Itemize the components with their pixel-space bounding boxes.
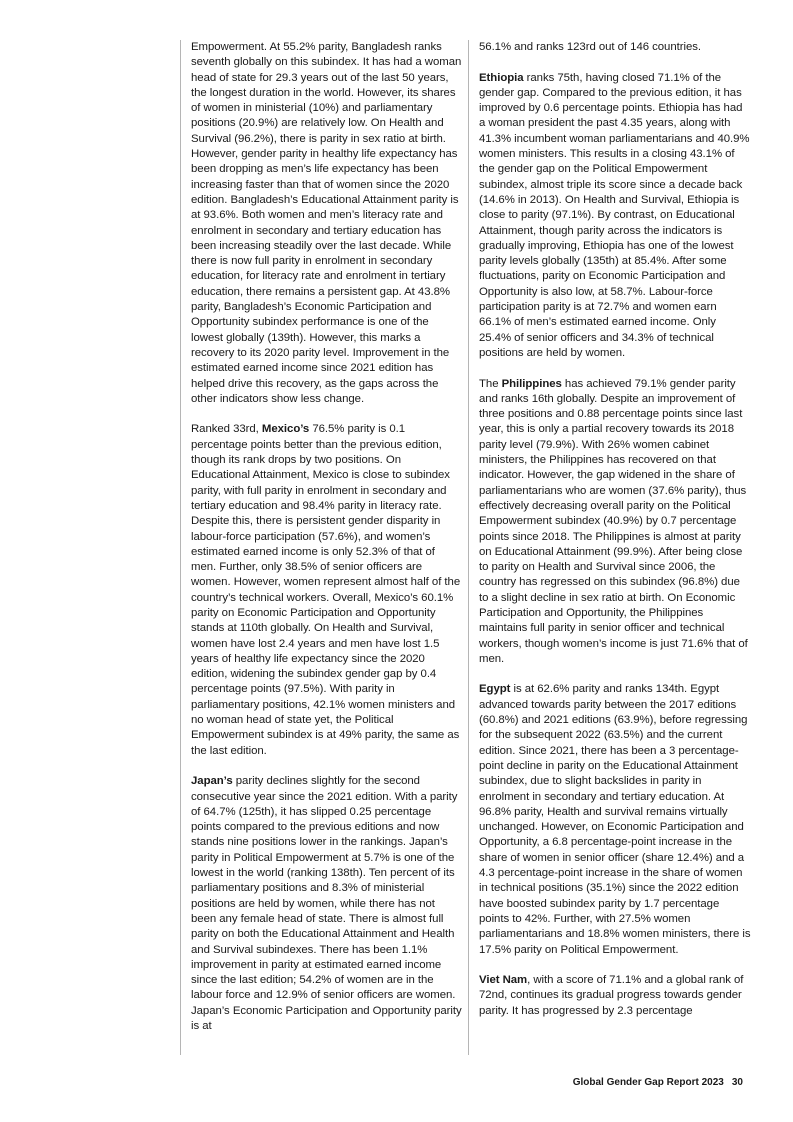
paragraph-text: , with a score of 71.1% and a global rank of 72nd, continues its gradual progress towards gender parity. It has progressed by 2.3 percentage [479,974,744,1017]
paragraph-japan [191,774,463,1034]
paragraph-egypt [479,682,751,957]
paragraph-text: parity declines slightly for the second consecutive year since the 2021 edition. With a parity of 64.7% (125th), it has slipped 0.25 percentage points compared to the previous editions and now stands nine positions lower in the rankings. Japan’s parity in Political Empowerment at 5.7% is one of the lowest in the world (ranking 138th). Ten percent of its parliamentary positions and 8.3% of ministerial positions are held by women, while there has not been any female head of state. There is almost full parity on both the Educational Attainment and Health and Survival subindexes. There has been 1.1% improvement in parity at estimated earned income since the last edition; 54.2% of women are in the labour force and 12.9% of senior officers are women. Japan’s Economic Participation and Opportunity parity is at [191,775,462,1032]
paragraph-text: is at 62.6% parity and ranks 134th. Egypt advanced towards parity between the 2017 editions (60.8%) and 2021 editions (63.9%), before regressing for the subsequent 2022 (63.5%) and the current edition. Since 2021, there has been a 3 percentage-point decline in parity on the Educational Attainment subindex, due to slight backslides in parity in enrolment in secondary and tertiary education. At 96.8% parity, Health and survival remains virtually unchanged. However, on Economic Participation and Opportunity, a 6.8 percentage-point increase in the share of women in senior officer (share 12.4%) and a 4.3 percentage-point increase in the share of women in technical positions (35.1%) since the 2022 edition have boosted subindex parity by 1.7 percentage points to 42%. Further, with 27.5% women parliamentarians and 18.8% women ministers, there is 17.5% parity on Political Empowerment. [479,683,751,956]
paragraph-vietnam [479,973,751,1019]
paragraph-lead: The [479,377,502,390]
country-name: Philippines [501,377,562,390]
paragraph-japan-continued [479,40,751,55]
paragraph-text: has achieved 79.1% gender parity and ranks 16th globally. Despite an improvement of three positions and 0.88 percentage points since last year, this is only a partial recovery towards its 2018 parity level (79.9%). With 26% women cabinet ministers, the Philippines has recovered on that indicator. However, the gap widened in the share of parliamentarians who are women (37.6% parity), thus effectively decreasing overall parity on the Political Empowerment subindex (40.9%) by 0.7 percentage points since 2018. The Philippines is almost at parity on Educational Attainment (99.9%). After being close to parity on Health and Survival since 2006, the country has regressed on this subindex (96.8%) due to a slight decline in sex ratio at birth. On Economic Participation and Opportunity, the Philippines maintains full parity in senior officer and technical workers, though women’s income is just 71.6% that of men. [479,377,748,665]
paragraph-ethiopia [479,71,751,362]
paragraph-text: Empowerment. At 55.2% parity, Bangladesh ranks seventh globally on this subindex. It has had a woman head of state for 29.3 years out of the last 50 years, the longest duration in the world. However, its shares of women in ministerial (10%) and parliamentary positions (20.9%) are relatively low. On Health and Survival (96.2%), there is parity in sex ratio at birth. However, gender parity in healthy life expectancy has been dropping as men’s life expectancy has been increasing faster than that of women since the 2020 edition. Bangladesh’s Educational Attainment parity is at 93.6%. Both women and men’s literacy rate and enrolment in secondary and tertiary education has been increasing steadily over the last decade. While there is now full parity in enrolment in secondary education, for literacy rate and enrolment in tertiary education, there remains a persistent gap. At 43.8% parity, Bangladesh’s Economic Participation and Opportunity subindex performance is one of the lowest globally (139th). However, this marks a recovery to its 2020 parity level. Improvement in the estimated earned income since 2021 edition has helped drive this recovery, as the gaps across the other indicators show less change. [191,41,462,405]
paragraph-text: 56.1% and ranks 123rd out of 146 countries. [479,41,702,53]
country-name: Ethiopia [479,71,524,84]
report-title: Global Gender Gap Report 2023 [572,1077,724,1088]
country-name: Japan’s [191,775,233,788]
paragraph-philippines [479,377,751,668]
paragraph-text: ranks 75th, having closed 71.1% of the gender gap. Compared to the previous edition, it has improved by 0.6 percentage points. Ethiopia has had a woman president the past 4.35 years, along with 41.3% incumbent woman parliamentarians and 40.9% women ministers. This results in a closing 43.1% of the gender gap on the Political Empowerment subindex, almost triple its score since a decade back (14.6% in 2013). On Health and Survival, Ethiopia is close to parity (97.1%). By contrast, on Educational Attainment, though parity across the indicators is gradually improving, Ethiopia has one of the lowest parity levels globally (135th) at 85.4%. After some fluctuations, parity on Economic Participation and Opportunity is also low, at 58.7%. Labour-force participation parity is at 72.7% and women earn 66.1% of men’s estimated earned income. Only 25.4% of senior officers and 34.3% of technical positions are held by women. [479,71,750,359]
country-name: Mexico’s [261,423,310,436]
left-column [180,40,463,1055]
page-number: 30 [731,1077,743,1088]
paragraph-text: 76.5% parity is 0.1 percentage points better than the previous edition, though its rank drops by two positions. On Educational Attainment, Mexico is close to subindex parity, with full parity in enrolment in secondary and tertiary education and 98.4% parity in literacy rate. Despite this, there is persistent gender disparity in labour-force participation (57.6%), and women’s estimated earned income is only 52.3% of that of men. Further, only 38.5% of senior officers are women. However, women represent almost half of the country’s technical workers. Overall, Mexico’s 60.1% parity on Economic Participation and Opportunity stands at 110th globally. On Health and Survival, women have lost 2.4 years and men have lost 1.5 years of healthy life expectancy since the 2020 edition, widening the subindex gender gap by 0.4 percentage points (97.5%). With parity in parliamentary positions, 42.1% women ministers and no woman head of state yet, the Political Empowerment subindex is at 49% parity, the same as the last edition. [191,423,461,757]
country-name: Viet Nam [479,974,528,987]
paragraph-mexico [191,422,463,759]
country-name: Egypt [479,683,511,696]
paragraph-lead: Ranked 33rd, [191,423,262,436]
paragraph-bangladesh [191,40,463,407]
right-column [468,40,751,1055]
page-footer [573,1077,743,1088]
